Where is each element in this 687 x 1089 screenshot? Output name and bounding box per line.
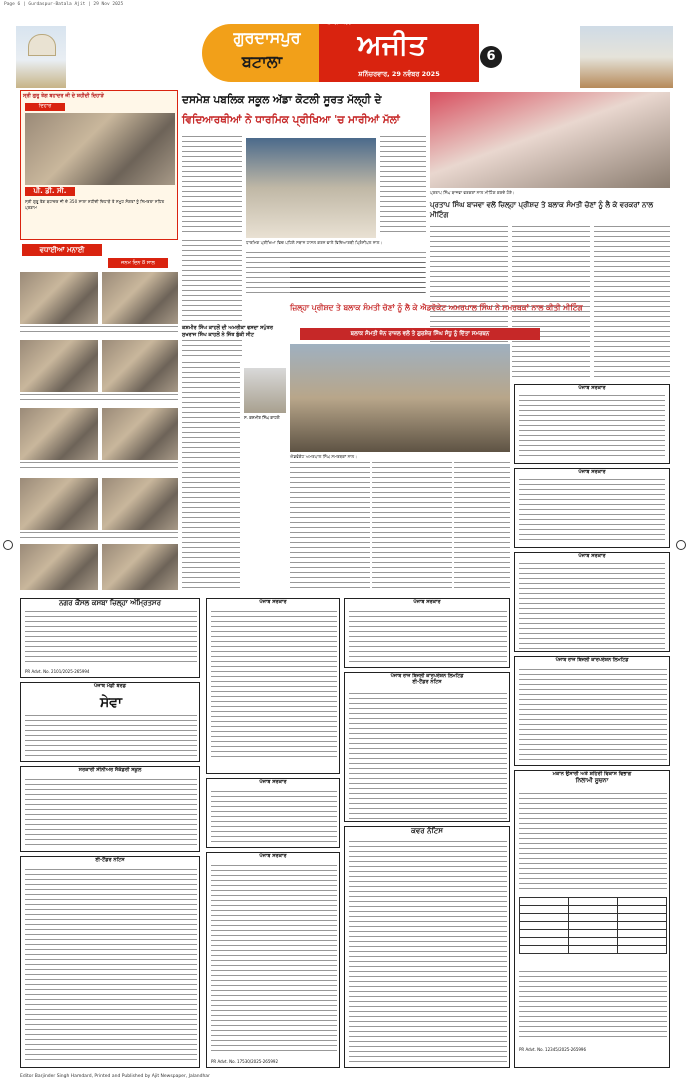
birthday-subtitle: ਜਨਮ ਦਿਨ 8 ਸਾਲ (108, 258, 168, 268)
masthead-city: ਜਲੰਧਰ, ਸ਼ਹਿਰ (324, 20, 352, 26)
center-tender-ad-title: ਪੰਜਾਬ ਸਰਕਾਰ (413, 599, 441, 605)
power-notice-sub: ਈ-ਟੈਂਡਰ ਨੋਟਿਸ (412, 679, 442, 685)
right-ad-1 (514, 384, 670, 464)
birthday-text-4 (20, 532, 178, 542)
left-ad-photo (25, 113, 175, 185)
power-corp-ad (514, 656, 670, 766)
mid-text-2 (372, 462, 452, 592)
small-story-headline: ਕਸ਼ਮੀਰ ਸਿੰਘ ਕਾਹਲੋਂ ਦੀ ਅਮਰੀਕਾ ਵਸਦਾ ਸਪੁੱਤਰ ਸੁਖਰਾਜ ਸਿੰਘ ਕਾਹਲੋਂ ਨੇ ਜਿੱਤ ਬੁੱਕੀ ਸੀਟ (182, 325, 277, 339)
mid-photo (290, 344, 510, 452)
birthday-photo-10 (102, 544, 178, 590)
tender-ad-2-title: ਪੰਜਾਬ ਸਰਕਾਰ (259, 599, 287, 605)
right-ad-3-title: ਪੰਜਾਬ ਸਰਕਾਰ (578, 553, 606, 559)
masthead-date: ਸ਼ਨਿੱਚਰਵਾਰ, 29 ਨਵੰਬਰ 2025 (358, 70, 440, 78)
left-bottom-ad-title: ਈ-ਟੈਂਡਰ ਨੋਟਿਸ (95, 857, 125, 863)
birthday-text-1 (20, 326, 178, 336)
mandi-ad-title: ਪੰਜਾਬ ਮੰਡੀ ਬੋਰਡ (93, 683, 127, 689)
auction-table (519, 897, 667, 954)
auction-ad-sub: ਨਿਲਾਮੀ ਸੂਚਨਾ (575, 777, 609, 784)
school-ad-title: ਸਰਕਾਰੀ ਸੀਨੀਅਰ ਸੈਕੰਡਰੀ ਸਕੂਲ (78, 767, 142, 773)
auction-ad-text (519, 793, 667, 893)
right-ad-2-title: ਪੰਜਾਬ ਸਰਕਾਰ (578, 469, 606, 475)
tender-ad-3 (206, 778, 340, 848)
mid-text-3 (454, 462, 510, 592)
birthday-text-3 (20, 462, 178, 472)
left-ad-text: ਸ੍ਰੀ ਗੁਰੂ ਤੇਗ ਬਹਾਦਰ ਜੀ ਦੇ 350 ਸਾਲਾ ਸ਼ਹੀਦੀ ਦਿਹਾੜੇ ਤੇ ਸਮੂਹ ਸੰਗਤਾਂ ਨੂੰ ਨਿਮਰਤਾ ਸਹਿਤ ਪ੍ਰਣਾਮ (25, 199, 165, 210)
right-ad-1-text (519, 395, 665, 459)
lead-headline-2: ਵਿਦਿਆਰਥੀਆਂ ਨੇ ਧਾਰਮਿਕ ਪ੍ਰੀਖਿਆ 'ਚ ਮਾਰੀਆਂ ਮੱਲਾਂ (182, 114, 400, 126)
school-ad (20, 766, 200, 852)
right-ad-3 (514, 552, 670, 652)
tender-ad-3-title: ਪੰਜਾਬ ਸਰਕਾਰ (259, 779, 287, 785)
cover-notice-title: ਕਵਰ ਨੋਟਿਸ (411, 827, 443, 835)
tender-ad-1 (20, 598, 200, 678)
school-ad-text (25, 779, 197, 849)
lead-column-1 (182, 136, 242, 236)
lead-headline-1: ਦਸਮੇਸ਼ ਪਬਲਿਕ ਸਕੂਲ ਅੱਡਾ ਕੋਟਲੀ ਸੂਰਤ ਮੱਲ੍ਹੀ ਦੇ (182, 94, 382, 106)
birthday-text-2 (20, 394, 178, 404)
mid-headline: ਜ਼ਿਲ੍ਹਾ ਪ੍ਰੀਸ਼ਦ ਤੇ ਬਲਾਕ ਸੰਮਤੀ ਚੋਣਾਂ ਨੂੰ ਲੈ ਕੇ ਐਡਵੋਕੇਟ ਅਮਰਪਾਲ ਸਿੰਘ ਨੇ ਸਮਰਥਕਾਂ ਨਾਲ ਕੀਤੀ ਮੀਟਿੰਗ (290, 303, 583, 312)
auction-ad-pr: PR Advt. No. 12345/2025-265996 (519, 1047, 587, 1052)
tender-ad-2-text (211, 611, 337, 761)
mandi-ad-sewa: ਸੇਵਾ (99, 695, 123, 711)
right-ad-2 (514, 468, 670, 548)
masthead (14, 20, 673, 88)
left-ad-name: ਪੀ. ਡੀ. ਸੀ. (25, 187, 75, 196)
cover-notice-text (349, 841, 507, 1063)
lead-photo (246, 138, 376, 238)
cover-notice-ad (344, 826, 510, 1068)
auction-ad-title: ਮਕਾਨ ਉਸਾਰੀ ਅਤੇ ਸ਼ਹਿਰੀ ਵਿਕਾਸ ਵਿਭਾਗ (552, 771, 632, 777)
left-bottom-ad (20, 856, 200, 1068)
tender-ad-1-pr: PR Advt. No. 2101/2025-265994 (25, 669, 90, 674)
power-notice-text (349, 693, 507, 819)
small-story-photo (244, 368, 286, 413)
left-ad-title: ਸ੍ਰੀ ਗੁਰੂ ਤੇਗ ਬਹਾਦਰ ਜੀ ਦੇ ਸ਼ਹੀਦੀ ਦਿਹਾੜੇ (23, 93, 104, 99)
right-story-caption: ਪ੍ਰਤਾਪ ਸਿੰਘ ਬਾਜਵਾ ਵਰਕਰਾਂ ਨਾਲ ਮੀਟਿੰਗ ਕਰਦੇ ਹੋਏ। (430, 190, 515, 195)
small-story-col-b (182, 362, 240, 592)
auction-ad-text-2 (519, 971, 667, 1041)
page-number: 6 (486, 49, 496, 64)
power-notice-ad (344, 672, 510, 822)
tender-ad-4-title: ਪੰਜਾਬ ਸਰਕਾਰ (259, 853, 287, 859)
lead-caption: ਧਾਰਮਿਕ ਪ੍ਰੀਖਿਆ ਵਿਚ ਪਹਿਲੇ ਸਥਾਨ ਹਾਸਲ ਕਰਨ ਵਾਲੇ ਵਿਦਿਆਰਥੀ ਪ੍ਰਿੰਸੀਪਲ ਨਾਲ। (246, 240, 383, 245)
small-story-caption: ਸ. ਕਸ਼ਮੀਰ ਸਿੰਘ ਕਾਹਲੋਂ (244, 415, 280, 420)
birthday-title: ਵਧਾਈਆਂ ਮਨਾਈ (22, 244, 102, 256)
right-ad-3-text (519, 563, 665, 649)
lead-column-2 (380, 136, 426, 236)
birthday-photo-5 (20, 408, 98, 460)
mid-text-top (290, 262, 425, 296)
left-ad-box (20, 90, 178, 240)
birthday-photo-6 (102, 408, 178, 460)
right-story-photo (430, 92, 670, 188)
temple-dome-icon (28, 34, 56, 56)
footer-imprint: Editor Barjinder Singh Hamdard, Printed and Published by Ajit Newspaper, Jalandhar (20, 1074, 210, 1079)
lead-column-3 (182, 240, 242, 300)
birthday-photo-2 (102, 272, 178, 324)
power-corp-title: ਪੰਜਾਬ ਰਾਜ ਬਿਜਲੀ ਕਾਰਪੋਰੇਸ਼ਨ ਲਿਮਟਿਡ (555, 658, 629, 663)
registration-mark-left (3, 540, 13, 550)
edition-batala: ਬਟਾਲਾ (241, 52, 283, 71)
tender-ad-1-title: ਨਗਰ ਕੌਂਸਲ ਕਸਬਾ ਜ਼ਿਲ੍ਹਾ ਅੰਮ੍ਰਿਤਸਰ (59, 599, 161, 607)
tender-ad-2 (206, 598, 340, 774)
right-ad-1-title: ਪੰਜਾਬ ਸਰਕਾਰ (578, 385, 606, 391)
left-ad-banner: ਦਿਹਾਰ (25, 103, 65, 111)
birthday-photo-9 (20, 544, 98, 590)
mid-text-1 (290, 462, 370, 592)
birthday-section (20, 244, 178, 594)
right-story-headline: ਪ੍ਰਤਾਪ ਸਿੰਘ ਬਾਜਵਾ ਵਲੋਂ ਜ਼ਿਲ੍ਹਾ ਪ੍ਰੀਸ਼ਦ ਤੇ ਬਲਾਕ ਸੰਮਤੀ ਚੋਣਾਂ ਨੂੰ ਲੈ ਕੇ ਵਰਕਰਾਂ ਨਾਲ ਮੀਟਿੰਗ (430, 201, 654, 219)
left-bottom-ad-text (25, 869, 197, 1063)
edition-gurdaspur: ਗੁਰਦਾਸਪੁਰ (233, 28, 301, 47)
registration-mark-right (676, 540, 686, 550)
mid-subhead: ਬਲਾਕ ਸੰਮਤੀ ਜ਼ੋਨ ਰਾਜ਼ਲ ਵਲੋਂ ਤੇ ਗੁਰਸ਼ੇਰ ਸਿੰਘ ਸੰਧੂ ਨੂੰ ਦਿੱਤਾ ਸਮਰਥਨ (300, 328, 540, 340)
birthday-photo-3 (20, 340, 98, 392)
tender-ad-4-pr: PR Advt. No. 17530/2025-265992 (211, 1059, 279, 1064)
auction-ad (514, 770, 670, 1068)
tender-ad-3-text (211, 791, 337, 845)
birthday-photo-7 (20, 478, 98, 530)
birthday-photo-8 (102, 478, 178, 530)
top-strip: Page 6 | Gurdaspur-Batala Ajit | 29 Nov 2025 (4, 2, 124, 7)
mid-caption: ਐਡਵੋਕੇਟ ਅਮਰਪਾਲ ਸਿੰਘ ਸਮਰਥਕਾਂ ਨਾਲ। (290, 454, 358, 459)
power-corp-text (519, 669, 667, 763)
birthday-photo-1 (20, 272, 98, 324)
center-tender-ad-text (349, 611, 507, 665)
tender-ad-4-text (211, 865, 337, 1055)
tender-ad-4 (206, 852, 340, 1068)
center-tender-ad (344, 598, 510, 668)
right-ad-2-text (519, 479, 665, 543)
paper-name: ਅਜੀਤ (357, 28, 427, 61)
birthday-photo-4 (102, 340, 178, 392)
temple-image-right (580, 26, 673, 88)
mandi-ad-text (25, 715, 197, 759)
tender-ad-1-text (25, 611, 197, 665)
mandi-ad (20, 682, 200, 762)
power-notice-title: ਪੰਜਾਬ ਰਾਜ ਬਿਜਲੀ ਕਾਰਪੋਰੇਸ਼ਨ ਲਿਮਟਿਡ (390, 674, 464, 679)
